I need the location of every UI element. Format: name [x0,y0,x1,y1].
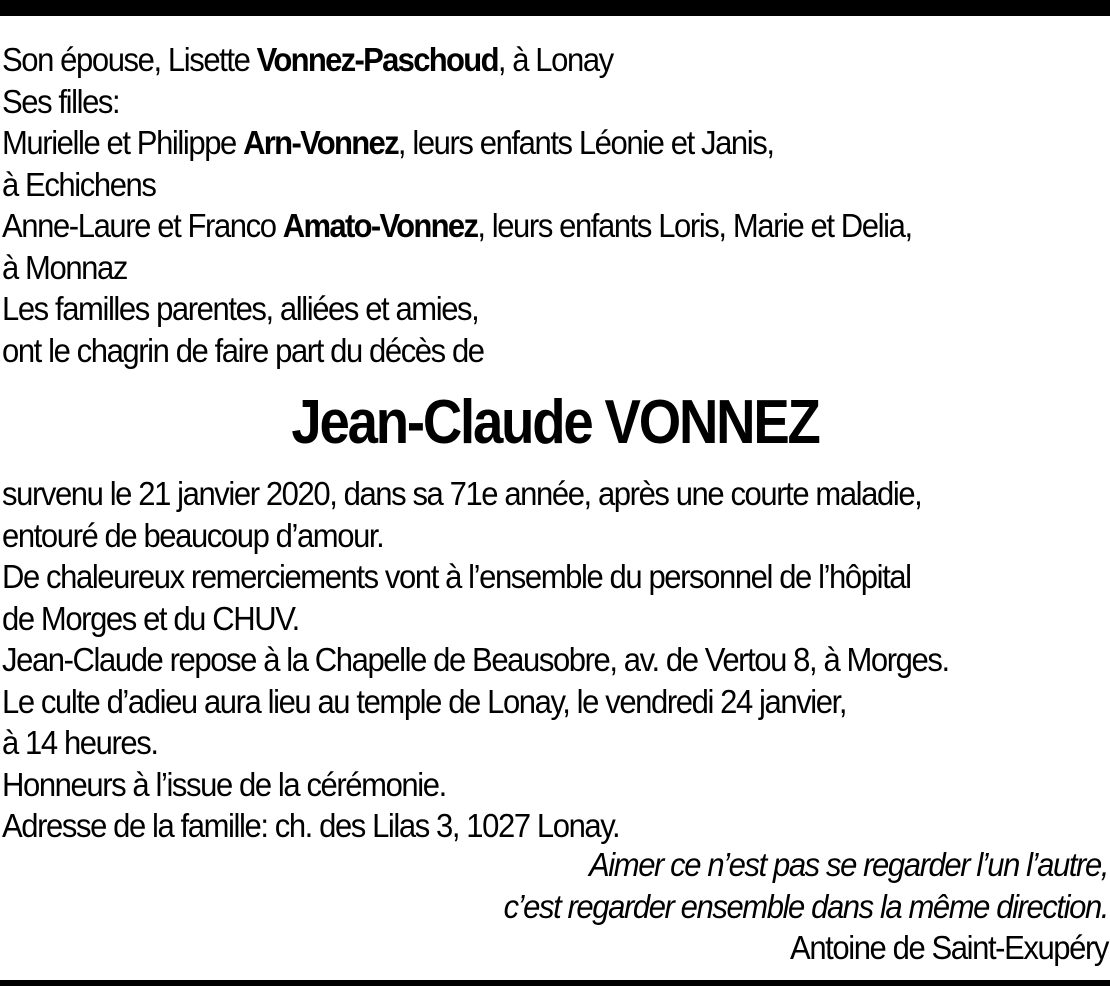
body-line: de Morges et du CHUV. [2,599,299,637]
bottom-rule [0,980,1110,986]
body-line: Jean-Claude repose à la Chapelle de Beausobre, av. de Vertou 8, à Morges. [2,641,949,678]
quote-line: Aimer ce n’est pas se regarder l’un l’autre, [589,846,1108,883]
family-line: Ses filles: [2,82,120,120]
top-rule [0,0,1110,16]
body-line: Adresse de la famille: ch. des Lilas 3, 1027 Lonay. [2,807,620,844]
body-line: De chaleureux remerciements vont à l’ensemble du personnel de l’hôpital [2,558,911,595]
quote-line: c’est regarder ensemble dans la même direction. [503,887,1108,925]
body-line: Honneurs à l’issue de la cérémonie. [2,765,446,803]
quote-author: Antoine de Saint-Exupéry [790,929,1108,966]
family-line: ont le chagrin de faire part du décès de [2,331,484,369]
deceased-name: Jean-Claude VONNEZ [291,388,819,457]
body-line: entouré de beaucoup d’amour. [2,516,384,554]
family-announcement [2,39,1108,371]
family-line: Murielle et Philippe Arn-Vonnez, leurs enfants Léonie et Janis, [2,124,774,161]
family-line: Son épouse, Lisette Vonnez-Paschoud, à Lonay [2,41,613,78]
family-line: à Monnaz [2,248,127,286]
announcement-body [2,473,1108,847]
body-line: Le culte d’adieu aura lieu au temple de Lonay, le vendredi 24 janvier, [2,682,847,720]
quote [2,844,1108,969]
body-line: à 14 heures. [2,724,158,761]
family-line: Les familles parentes, alliées et amies, [2,290,479,327]
body-line: survenu le 21 janvier 2020, dans sa 71e année, après une courte maladie, [2,475,922,512]
family-line: à Echichens [2,165,156,203]
family-line: Anne-Laure et Franco Amato-Vonnez, leurs enfants Loris, Marie et Delia, [2,207,912,244]
